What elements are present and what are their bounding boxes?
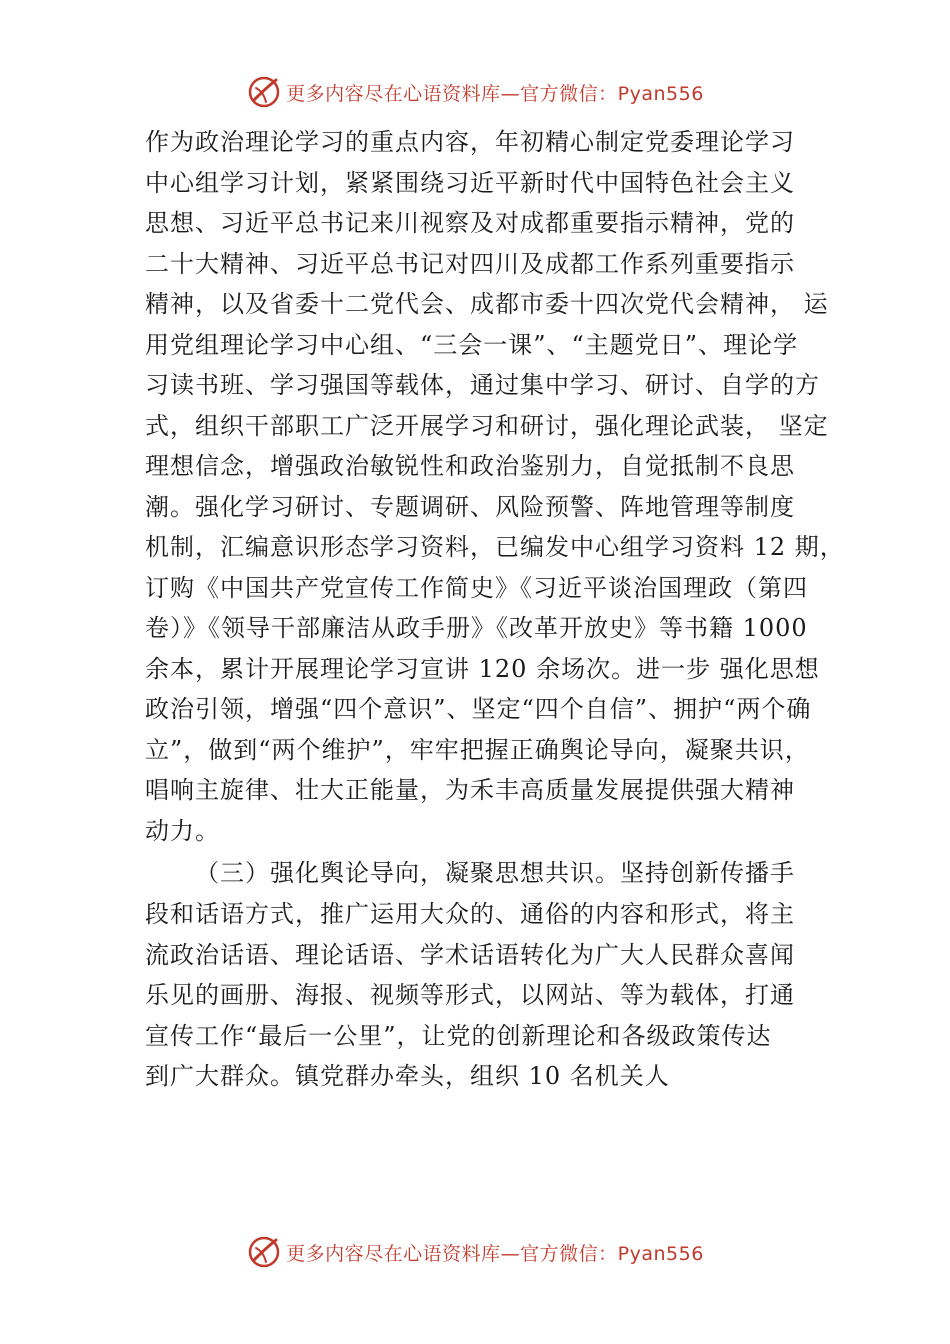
header-banner: [0, 72, 950, 112]
brush-pen-logo-icon: [246, 1234, 282, 1270]
body-line: 唱响主旋律、壮大正能量，为禾丰高质量发展提供强大精神: [145, 776, 795, 804]
body-line: 潮。强化学习研讨、专题调研、风险预警、阵地管理等制度: [145, 492, 795, 521]
body-line: 卷）》《领导干部廉洁从政手册》《改革开放史》等书籍 1000: [145, 614, 808, 642]
body-line: 中心组学习计划，紧紧围绕习近平新时代中国特色社会主义: [145, 168, 795, 197]
body-line: 动力。: [145, 816, 220, 845]
footer-banner-text: 更多内容尽在心语资料库—官方微信：Pyan556: [286, 1242, 704, 1265]
body-line: 习读书班、学习强国等载体，通过集中学习、研讨、自学的方: [145, 371, 820, 399]
body-line: 作为政治理论学习的重点内容，年初精心制定党委理论学习: [145, 128, 795, 156]
body-line: 思想、习近平总书记来川视察及对成都重要指示精神，党的: [145, 209, 795, 237]
section-line: 段和话语方式，推广运用大众的、通俗的内容和形式，将主: [145, 900, 795, 928]
body-line: 理想信念，增强政治敏锐性和政治鉴别力，自觉抵制不良思: [145, 452, 795, 480]
section-line: 流政治话语、理论话语、学术话语转化为广大人民群众喜闻: [145, 940, 795, 969]
section-line: 到广大群众。镇党群办牵头，组织 10 名机关人: [145, 1062, 670, 1090]
body-line: 二十大精神、习近平总书记对四川及成都工作系列重要指示: [145, 249, 795, 278]
body-line: 精神，以及省委十二党代会、成都市委十四次党代会精神， 运: [145, 290, 829, 318]
body-line: 立”，做到“两个维护”，牢牢把握正确舆论导向，凝聚共识，: [145, 735, 810, 764]
body-line: 政治引领，增强“四个意识”、坚定“四个自信”、拥护“两个确: [145, 695, 812, 723]
section-heading: （三）强化舆论导向，凝聚思想共识。坚持创新传播手: [195, 859, 795, 887]
body-line: 用党组理论学习中心组、“三会一课”、“主题党日”、理论学: [145, 330, 799, 359]
body-line: 订购《中国共产党宣传工作简史》《习近平谈治国理政（第四: [145, 573, 808, 602]
footer-banner: [0, 1232, 950, 1272]
brush-pen-logo-icon: [246, 74, 282, 110]
section-line: 乐见的画册、海报、视频等形式，以网站、等为载体，打通: [145, 981, 795, 1009]
body-line: 余本，累计开展理论学习宣讲 120 余场次。进一步 强化思想: [145, 654, 820, 683]
body-line: 机制，汇编意识形态学习资料，已编发中心组学习资料 12 期，: [145, 533, 845, 561]
section-line: 宣传工作“最后一公里”，让党的创新理论和各级政策传达: [145, 1021, 772, 1050]
body-line: 式，组织干部职工广泛开展学习和研讨，强化理论武装， 坚定: [145, 411, 829, 440]
document-body: [145, 122, 845, 1097]
header-banner-text: 更多内容尽在心语资料库—官方微信：Pyan556: [286, 82, 704, 105]
